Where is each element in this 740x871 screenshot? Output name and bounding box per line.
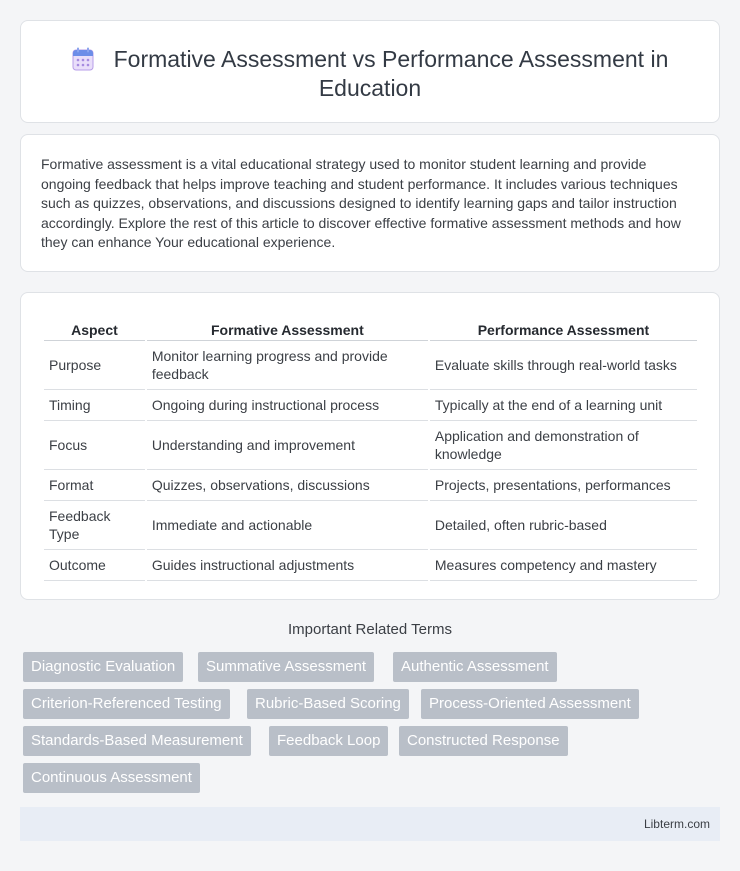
tag-authentic-assessment[interactable]: Authentic Assessment [393, 652, 557, 682]
page-title-line2: Education [318, 75, 422, 101]
tag-standards-based-measurement[interactable]: Standards-Based Measurement [23, 726, 251, 756]
table-row [44, 421, 697, 470]
tag-rubric-based-scoring[interactable]: Rubric-Based Scoring [247, 689, 409, 719]
table-cell-formative: Understanding and improvement [147, 421, 428, 470]
table-header-row [44, 313, 697, 341]
table-cell-formative: Quizzes, observations, discussions [147, 470, 428, 501]
tag-criterion-referenced-testing[interactable]: Criterion-Referenced Testing [23, 689, 230, 719]
table-cell-performance: Typically at the end of a learning unit [430, 390, 697, 421]
tag-diagnostic-evaluation[interactable]: Diagnostic Evaluation [23, 652, 183, 682]
table-cell-aspect: Feedback Type [44, 501, 145, 550]
table-cell-aspect: Outcome [44, 550, 145, 581]
tag-summative-assessment[interactable]: Summative Assessment [198, 652, 374, 682]
table-row [44, 470, 697, 501]
calendar-icon [72, 47, 94, 71]
table-cell-performance: Application and demonstration of knowledge [430, 421, 697, 470]
table-cell-aspect: Format [44, 470, 145, 501]
tag-process-oriented-assessment[interactable]: Process-Oriented Assessment [421, 689, 639, 719]
footer [20, 807, 720, 841]
intro-card [20, 134, 720, 272]
comparison-table [42, 313, 699, 581]
comparison-card [20, 292, 720, 600]
table-row [44, 390, 697, 421]
table-cell-aspect: Purpose [44, 341, 145, 390]
table-cell-performance: Evaluate skills through real-world tasks [430, 341, 697, 390]
related-terms-heading: Important Related Terms [288, 621, 452, 638]
header-formative: Formative Assessment [147, 313, 428, 341]
table-cell-aspect: Timing [44, 390, 145, 421]
tag-constructed-response[interactable]: Constructed Response [399, 726, 568, 756]
header-aspect: Aspect [44, 313, 145, 341]
table-cell-formative: Ongoing during instructional process [147, 390, 428, 421]
title-wrap [21, 45, 719, 103]
tag-feedback-loop[interactable]: Feedback Loop [269, 726, 388, 756]
table-cell-formative: Immediate and actionable [147, 501, 428, 550]
table-cell-formative: Guides instructional adjustments [147, 550, 428, 581]
table-row [44, 501, 697, 550]
table-cell-formative: Monitor learning progress and provide feedback [147, 341, 428, 390]
table-cell-performance: Projects, presentations, performances [430, 470, 697, 501]
table-cell-aspect: Focus [44, 421, 145, 470]
table-cell-performance: Detailed, often rubric-based [430, 501, 697, 550]
tag-continuous-assessment[interactable]: Continuous Assessment [23, 763, 200, 793]
table-row [44, 341, 697, 390]
footer-site-link[interactable]: Libterm.com [643, 817, 710, 831]
table-row [44, 550, 697, 581]
page-title-line1: Formative Assessment vs Performance Assessment in [113, 46, 669, 72]
table-cell-performance: Measures competency and mastery [430, 550, 697, 581]
title-card [20, 20, 720, 123]
intro-paragraph: Formative assessment is a vital educational strategy used to monitor student learning and provide ongoing feedback that helps improve teaching and student performance. It includes various techniques such as quizzes, observations, and discussions designed to identify learning gaps and tailor instruction accordingly. Explore the rest of this article to discover effective formative assessment methods and how they can enhance Your educational experience. [41, 156, 681, 251]
header-performance: Performance Assessment [430, 313, 697, 341]
